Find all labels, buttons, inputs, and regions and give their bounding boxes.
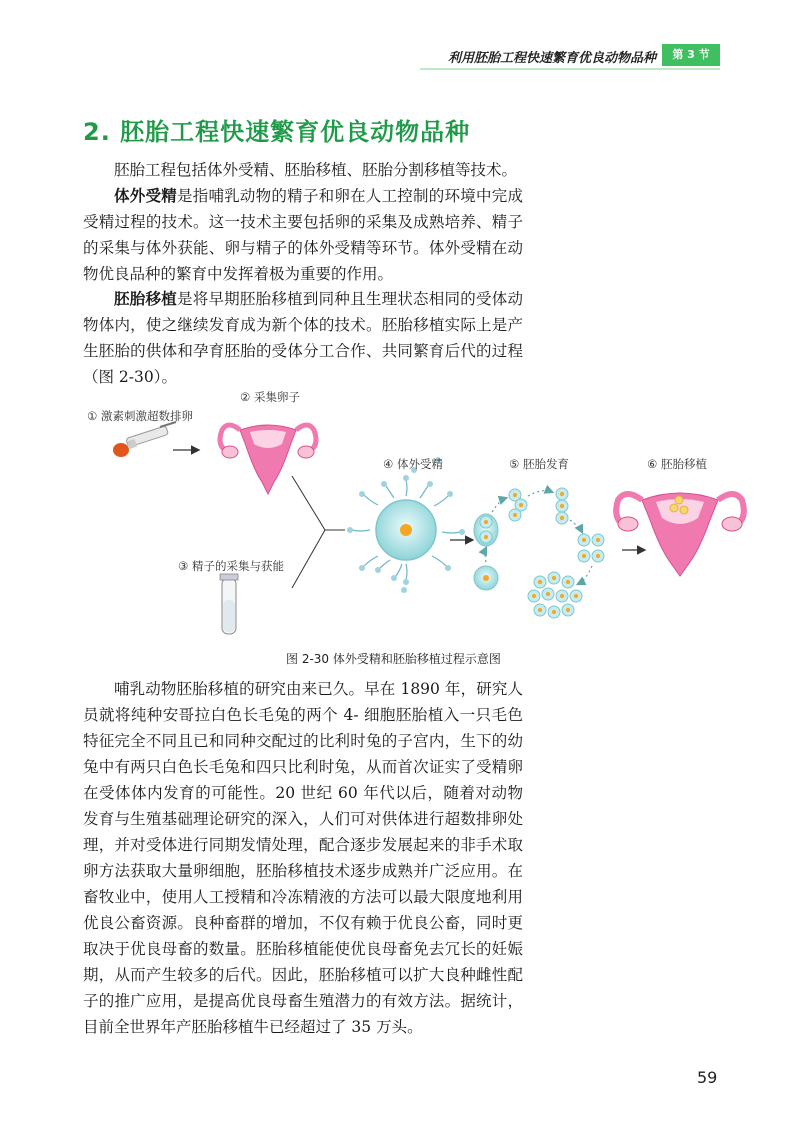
fertilization-cell-icon [347, 457, 465, 593]
figure-caption: 图 2-30 体外受精和胚胎移植过程示意图 [286, 652, 501, 666]
step-label-1: ① 激素刺激超数排卵 [87, 409, 193, 423]
uterus-donor-icon [220, 425, 316, 494]
step-label-6: ⑥ 胚胎移植 [647, 457, 707, 471]
paragraph-intro: 胚胎工程包括体外受精、胚胎移植、胚胎分割移植等技术。 [114, 161, 518, 179]
step-label-2: ② 采集卵子 [240, 390, 300, 404]
page-number: 59 [697, 1068, 718, 1087]
section-tab: 第 3 节 [662, 44, 720, 66]
term-embryo-transfer: 胚胎移植 [114, 290, 177, 308]
embryo-transfer-text: 是将早期胚胎移植到同种且生理状态相同的受体动物体内，使之继续发育成为新个体的技术。胚胎移植实际上是产生胚胎的供体和孕育胚胎的受体分工合作、共同繁育后代的过程（图 2-30）。 [83, 290, 523, 386]
ivf-text: 是指哺乳动物的精子和卵在人工控制的环境中完成受精过程的技术。这一技术主要包括卵的采集及成熟培养、精子的采集与体外获能、卵与精子的体外受精等环节。体外受精在动物优良品种的繁育中发挥着极为重要的作用。 [83, 187, 523, 283]
embryo-development-icon [474, 488, 604, 618]
uterus-recipient-icon [616, 493, 744, 576]
step-label-3: ③ 精子的采集与获能 [178, 559, 284, 573]
converge-line-bottom [292, 530, 325, 588]
section-title: 2. 胚胎工程快速繁育优良动物品种 [83, 118, 471, 146]
syringe-icon [113, 422, 176, 457]
chapter-title: 利用胚胎工程快速繁育优良动物品种 [447, 51, 656, 66]
test-tube-icon [220, 574, 238, 634]
step-label-4: ④ 体外受精 [383, 457, 443, 471]
term-ivf: 体外受精 [114, 187, 177, 205]
step-label-5: ⑤ 胚胎发育 [509, 457, 569, 471]
paragraph-history: 哺乳动物胚胎移植的研究由来已久。早在 1890 年，研究人员就将纯种安哥拉白色长毛兔的两个 4- 细胞胚胎植入一只毛色特征完全不同且已和同种交配过的比利时兔的子宫内，生下的幼兔中有两只白色长毛兔和四只比利时兔，从而首次证实了受精卵在受体体内发育的可能性。20 世纪 60 年代以后，随着对动物发育与生殖基础理论研究的深入，人们可对供体进行超数排卵处理，并对受体进行同期发情处理，配合逐步发展起来的非手术取卵方法获取大量卵细胞，胚胎移植技术逐步成熟并广泛应用。在畜牧业中，使用人工授精和冷冻精液的方法可以最大限度地利用优良公畜资源。良种畜群的增加，不仅有赖于优良公畜，同时更取决于优良母畜的数量。胚胎移植能使优良母畜免去冗长的妊娠期，从而产生较多的后代。因此，胚胎移植可以扩大良种雌性配子的推广应用，是提高优良母畜生殖潜力的有效方法。据统计，目前全世界年产胚胎移植牛已经超过了 35 万头。 [83, 680, 523, 1036]
converge-line-top [292, 476, 325, 530]
